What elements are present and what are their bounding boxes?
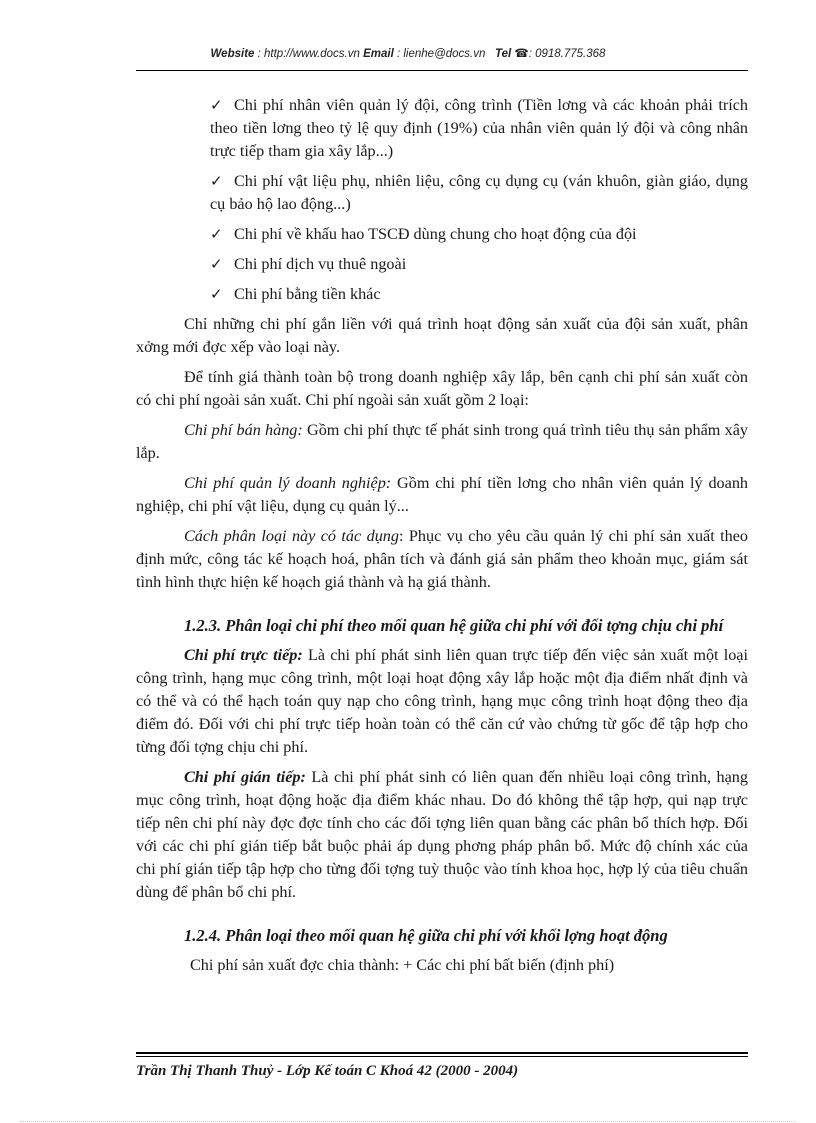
paragraph-sales-cost bbox=[136, 419, 748, 465]
paragraph-effect bbox=[136, 525, 748, 594]
footer-divider-thin bbox=[136, 1056, 748, 1057]
term-effect: Cách phân loại này có tác dụng bbox=[184, 527, 399, 545]
checklist-text: Chi phí vật liệu phụ, nhiên liệu, công cụ dụng cụ (ván khuôn, giàn giáo, dụng cụ bảo hộ lao động...) bbox=[210, 172, 748, 213]
tel-label: Tel bbox=[494, 48, 512, 60]
check-icon: ✓ bbox=[210, 96, 223, 114]
definition-text: Là chi phí phát sinh có liên quan đến nhiều loại công trình, hạng mục công trình, hoạt động hoặc địa điểm khác nhau. Do đó không thể tập hợp, qui nạp trực tiếp nên chi phí này đợc đợc tính cho các đối tợng liên quan bằng các phân bổ thích hợp. Đối với các chi phí gián tiếp bắt buộc phải áp dụng phơng pháp phân bổ. Mức độ chính xác của chi phí gián tiếp tập hợp cho từng đối tợng tuỳ thuộc vào tính khoa học, hợp lý của tiêu chuẩn dùng để phân bổ chi phí. bbox=[136, 768, 748, 901]
page-footer: Trần Thị Thanh Thuỷ - Lớp Kế toán C Khoá 42 (2000 - 2004) bbox=[136, 1063, 519, 1079]
paragraph-classification: Chi phí sản xuất đợc chia thành: + Các chi phí bất biến (định phí) bbox=[190, 956, 615, 974]
check-icon: ✓ bbox=[210, 255, 223, 273]
definition-text: : Phục vụ cho yêu cầu quản lý chi phí sản xuất theo định mức, công tác kế hoạch hoá, phân tích và đánh giá sản phẩm theo khoản mục, giám sát tình hình thực hiện kế hoạch giá thành và hạ giá thành. bbox=[136, 527, 748, 591]
checklist-item bbox=[136, 253, 748, 276]
document-body bbox=[136, 94, 748, 977]
page-header bbox=[0, 46, 816, 60]
email-value[interactable]: lienhe@docs.vn bbox=[403, 48, 486, 60]
definition-text: Gồm chi phí thực tế phát sinh trong quá trình tiêu thụ sản phẩm xây lắp. bbox=[136, 421, 748, 462]
checklist-item bbox=[136, 94, 748, 163]
website-url[interactable]: http://www.docs.vn bbox=[264, 48, 360, 60]
email-label: Email bbox=[363, 48, 394, 60]
checklist-item bbox=[136, 170, 748, 216]
checklist-item bbox=[136, 223, 748, 246]
paragraph-admin-cost bbox=[136, 472, 748, 518]
term-sales-cost: Chi phí bán hàng: bbox=[184, 421, 303, 439]
website-label: Website bbox=[210, 48, 255, 60]
term-direct-cost: Chi phí trực tiếp: bbox=[184, 646, 303, 664]
header-separator: : bbox=[393, 48, 404, 60]
paragraph-only-costs: Chỉ những chi phí gắn liền với quá trình hoạt động sản xuất của đội sản xuất, phân xởng mới đợc xếp vào loại này. bbox=[136, 315, 748, 356]
tel-value: : 0918.775.368 bbox=[528, 48, 606, 60]
section-heading-1-2-4: 1.2.4. Phân loại theo mối quan hệ giữa chi phí với khối lợng hoạt động bbox=[184, 926, 668, 945]
checklist-item bbox=[136, 283, 748, 306]
section-heading-1-2-3: 1.2.3. Phân loại chi phí theo mối quan hệ giữa chi phí với đối tợng chịu chi phí bbox=[184, 616, 724, 635]
check-icon: ✓ bbox=[210, 225, 223, 243]
header-separator: : bbox=[254, 48, 265, 60]
checklist-text: Chi phí dịch vụ thuê ngoài bbox=[234, 255, 407, 273]
term-indirect-cost: Chi phí gián tiếp: bbox=[184, 768, 306, 786]
check-icon: ✓ bbox=[210, 172, 223, 190]
paragraph-total-cost: Để tính giá thành toàn bộ trong doanh nghiệp xây lắp, bên cạnh chi phí sản xuất còn có chi phí ngoài sản xuất. Chi phí ngoài sản xuất gồm 2 loại: bbox=[136, 368, 748, 409]
header-divider bbox=[136, 70, 748, 71]
checklist-text: Chi phí bằng tiền khác bbox=[234, 285, 381, 303]
check-icon: ✓ bbox=[210, 285, 223, 303]
definition-text: Là chi phí phát sinh liên quan trực tiếp đến việc sản xuất một loại công trình, hạng mục công trình, một loại hoạt động xây lắp hoặc một địa điểm nhất định và có thể và có thể hạch toán quy nạp cho công trình, hạng mục công trình hoạt động theo địa điểm đó. Đối với chi phí trực tiếp hoàn toàn có thể căn cứ vào chứng từ gốc để tập hợp cho từng đối tợng chịu chi phí. bbox=[136, 646, 748, 756]
definition-text: Gồm chi phí tiền lơng cho nhân viên quản lý doanh nghiệp, chi phí vật liệu, dụng cụ quản lý... bbox=[136, 474, 749, 515]
phone-icon: ☎ bbox=[514, 48, 529, 60]
paragraph-indirect-cost bbox=[136, 766, 748, 904]
checklist-text: Chi phí nhân viên quản lý đội, công trình (Tiền lơng và các khoản phải trích theo tiền lơng theo tỷ lệ quy định (19%) của nhân viên quản lý đội và công nhân trực tiếp tham gia xây lắp...) bbox=[210, 96, 748, 160]
paragraph-direct-cost bbox=[136, 644, 748, 759]
checklist-text: Chi phí về khấu hao TSCĐ dùng chung cho hoạt động của đội bbox=[234, 225, 637, 243]
term-admin-cost: Chi phí quản lý doanh nghiệp: bbox=[184, 474, 392, 492]
page-edge bbox=[20, 1121, 796, 1122]
footer-divider bbox=[136, 1052, 748, 1054]
